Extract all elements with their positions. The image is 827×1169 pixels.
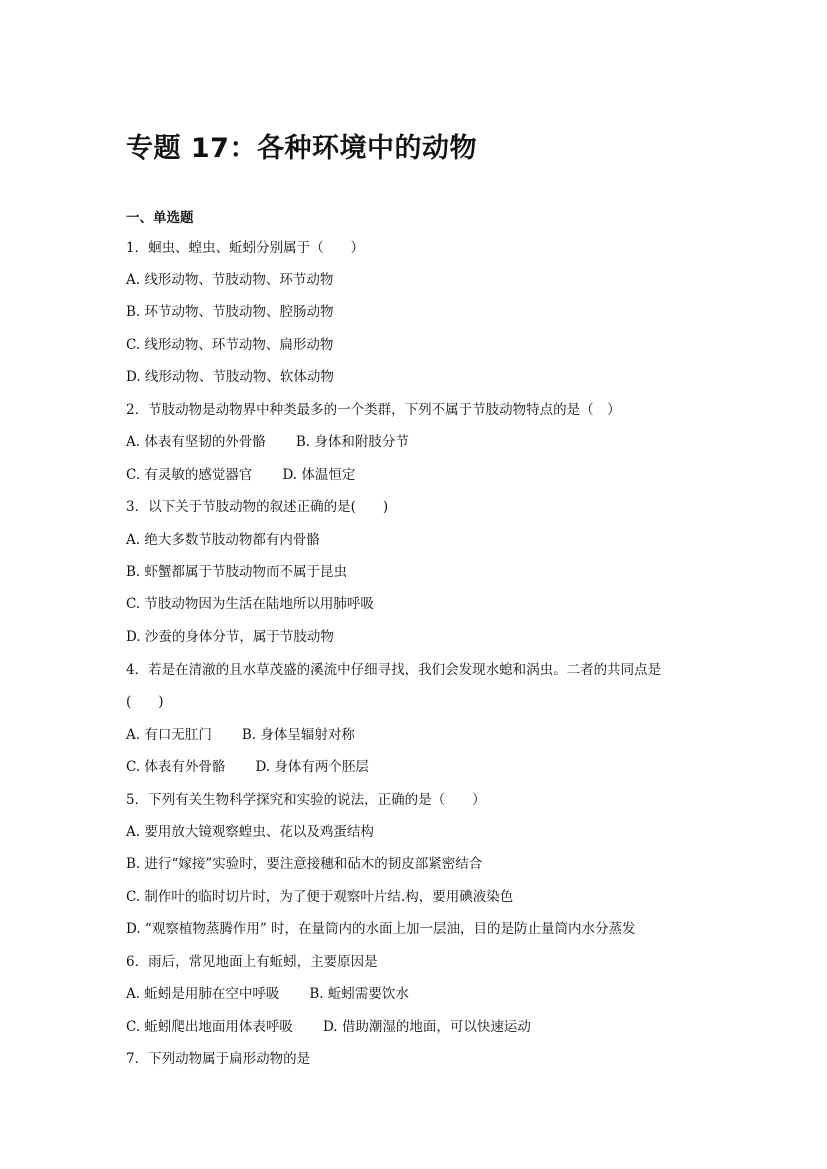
option-a: A. 线形动物、节肢动物、环节动物 xyxy=(126,272,334,288)
question-stem: 4．若是在清澈的且水草茂盛的溪流中仔细寻找，我们会发现水螅和涡虫。二者的共同点是 xyxy=(126,662,662,678)
option-b: B. 进行“嫁接”实验时，要注意接穗和砧木的韧皮部紧密结合 xyxy=(126,856,483,872)
option-row xyxy=(126,432,409,452)
question-stem: 6．雨后，常见地面上有蚯蚓，主要原因是 xyxy=(126,954,378,970)
option-d: D. 体温恒定 xyxy=(282,467,356,483)
option-a: A. 要用放大镜观察蝗虫、花以及鸡蛋结构 xyxy=(126,824,374,840)
section-heading: 一、单选题 xyxy=(126,210,194,226)
question-stem: 1．蛔虫、蝗虫、蚯蚓分别属于（ ） xyxy=(126,240,365,256)
option-a: A. 蚯蚓是用肺在空中呼吸 xyxy=(126,986,280,1002)
option-row xyxy=(126,984,409,1004)
question-stem: 3．以下关于节肢动物的叙述正确的是( ) xyxy=(126,499,389,515)
question-stem: 5．下列有关生物科学探究和实验的说法，正确的是（ ） xyxy=(126,792,486,808)
option-b: B. 身体呈辐射对称 xyxy=(241,727,355,743)
option-a: A. 绝大多数节肢动物都有内骨骼 xyxy=(126,532,320,548)
option-b: B. 蚯蚓需要饮水 xyxy=(309,986,409,1002)
option-d: D. 身体有两个胚层 xyxy=(255,759,369,775)
option-c: C. 体表有外骨骼 xyxy=(126,759,226,775)
option-c: C. 线形动物、环节动物、扁形动物 xyxy=(126,337,334,353)
question-stem-continued: ( ) xyxy=(126,694,164,710)
option-row xyxy=(126,465,355,485)
option-d: D. 线形动物、节肢动物、软体动物 xyxy=(126,369,334,385)
document-title: 专题 17：各种环境中的动物 xyxy=(126,133,477,164)
option-b: B. 环节动物、节肢动物、腔肠动物 xyxy=(126,304,334,320)
option-a: A. 有口无肛门 xyxy=(126,727,212,743)
option-c: C. 有灵敏的感觉器官 xyxy=(126,467,253,483)
option-d: D. 借助潮湿的地面，可以快速运动 xyxy=(322,1019,531,1035)
option-b: B. 虾蟹都属于节肢动物而不属于昆虫 xyxy=(126,564,348,580)
option-c: C. 蚯蚓爬出地面用体表呼吸 xyxy=(126,1019,293,1035)
question-stem: 7．下列动物属于扁形动物的是 xyxy=(126,1051,311,1067)
option-c: C. 制作叶的临时切片时，为了便于观察叶片结.构，要用碘液染色 xyxy=(126,889,514,905)
option-row xyxy=(126,725,355,745)
option-c: C. 节肢动物因为生活在陆地所以用肺呼吸 xyxy=(126,596,374,612)
option-d: D. 沙蚕的身体分节，属于节肢动物 xyxy=(126,629,334,645)
option-d: D. “观察植物蒸腾作用” 时，在量筒内的水面上加一层油，目的是防止量筒内水分蒸发 xyxy=(126,921,636,937)
option-row xyxy=(126,757,369,777)
question-stem: 2．节肢动物是动物界中种类最多的一个类群，下列不属于节肢动物特点的是（ ） xyxy=(126,402,621,418)
option-row xyxy=(126,1017,531,1037)
option-b: B. 身体和附肢分节 xyxy=(295,434,409,450)
option-a: A. 体表有坚韧的外骨骼 xyxy=(126,434,266,450)
